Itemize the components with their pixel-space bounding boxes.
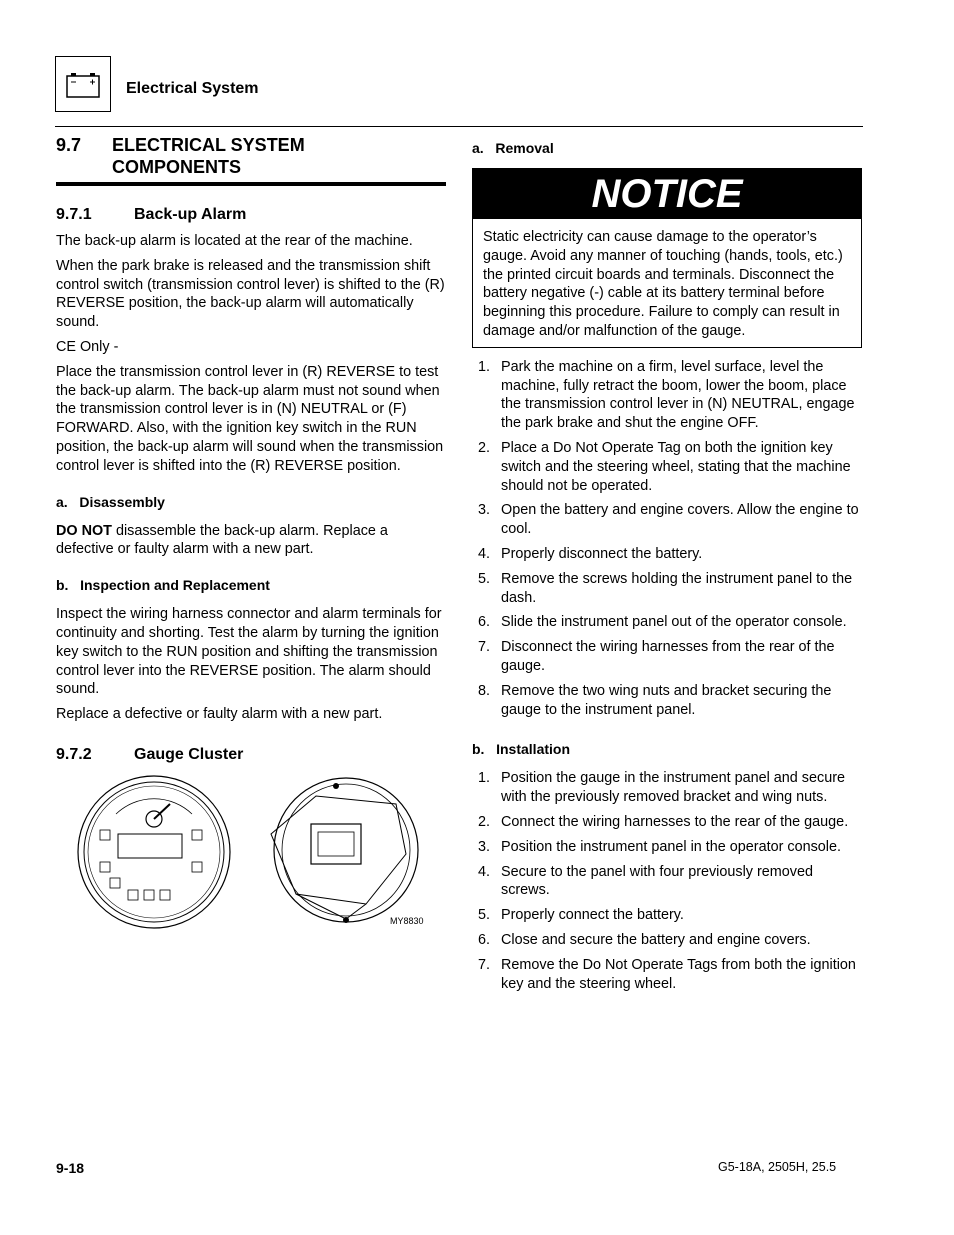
- step-text: Properly connect the battery.: [501, 907, 684, 924]
- step-number: 5.: [478, 570, 491, 587]
- left-column: [56, 134, 446, 944]
- step-number: 8.: [478, 682, 491, 699]
- paragraph: Replace a defective or faulty alarm with a new part.: [56, 706, 383, 723]
- step-number: 6.: [478, 931, 491, 948]
- list-item: [472, 638, 862, 676]
- step-number: 4.: [478, 863, 491, 880]
- gauge-cluster-figure: [56, 774, 446, 944]
- list-item: [472, 813, 862, 832]
- list-item: [472, 838, 862, 857]
- step-text: Place a Do Not Operate Tag on both the ignition key switch and the steering wheel, stating that the machine should not be operated.: [501, 439, 851, 494]
- list-item: [472, 906, 862, 925]
- figure-id: MY8830: [390, 915, 424, 926]
- step-text: Remove the screws holding the instrument panel to the dash.: [501, 570, 853, 606]
- step-number: 1.: [478, 770, 491, 787]
- step-text: Position the instrument panel in the operator console.: [501, 838, 841, 855]
- section-name: [112, 134, 305, 178]
- list-item: [472, 613, 862, 632]
- step-number: 4.: [478, 545, 491, 562]
- step-number: 7.: [478, 639, 491, 656]
- list-item: [472, 863, 862, 901]
- section-title: [56, 134, 446, 186]
- disassembly-text: disassemble the back-up alarm. Replace a defective or faulty alarm with a new part.: [56, 522, 388, 558]
- list-item: [472, 682, 862, 720]
- gauge-cluster-number: 9.7.2: [56, 745, 92, 763]
- gauge-front-illustration: [74, 774, 234, 934]
- paragraph: When the park brake is released and the transmission shift control switch (transmission control lever) is shifted to the (R) REVERSE position, the back-up alarm will automatically sound.: [56, 257, 445, 331]
- step-number: 2.: [478, 813, 491, 830]
- step-number: 6.: [478, 614, 491, 631]
- header-icon-box: [55, 56, 111, 112]
- step-number: 3.: [478, 502, 491, 519]
- step-text: Properly disconnect the battery.: [501, 545, 703, 562]
- paragraph: Inspect the wiring harness connector and alarm terminals for continuity and shorting. Test the alarm by turning the ignition key switch to the RUN position and shifting the transmission control lever into the REVERSE position. The alarm should sound.: [56, 606, 442, 698]
- notice-text: Static electricity can cause damage to the operator’s gauge. Avoid any manner of touching (hands, tools, etc.) the printed circuit boards and terminals. Disconnect the battery negative (-) cable at its battery terminal before beginning this procedure. Failure to comply can result in damage and/or malfunction of the gauge.: [483, 229, 843, 339]
- step-text: Disconnect the wiring harnesses from the rear of the gauge.: [501, 639, 835, 674]
- step-text: Remove the two wing nuts and bracket securing the gauge to the instrument panel.: [501, 682, 832, 718]
- step-text: Close and secure the battery and engine covers.: [501, 931, 811, 948]
- list-item: [472, 956, 862, 994]
- step-text: Slide the instrument panel out of the operator console.: [501, 614, 847, 631]
- page-number: 9-18: [56, 1160, 85, 1176]
- section-number: 9.7: [56, 135, 82, 155]
- notice-box: [472, 168, 862, 348]
- backup-alarm-number: 9.7.1: [56, 206, 92, 223]
- backup-alarm-heading: [56, 206, 446, 224]
- list-item: [472, 769, 862, 807]
- document-id: G5-18A, 2505H, 25.5: [718, 1160, 837, 1174]
- installation-steps-list: [472, 769, 862, 993]
- section-name-line1: ELECTRICAL SYSTEM: [112, 135, 305, 155]
- list-item: [472, 439, 862, 495]
- installation-heading: b. Installation: [472, 741, 571, 758]
- step-number: 7.: [478, 956, 491, 973]
- list-item: [472, 931, 862, 950]
- battery-icon: [56, 57, 110, 111]
- list-item: [472, 570, 862, 608]
- step-text: Position the gauge in the instrument panel and secure with the previously removed bracket and wing nuts.: [501, 770, 846, 806]
- step-number: 3.: [478, 838, 491, 855]
- notice-title: NOTICE: [473, 169, 861, 219]
- gauge-rear-illustration: [256, 774, 426, 934]
- right-column: [472, 138, 862, 999]
- header-rule: [55, 126, 863, 127]
- do-not-emphasis: DO NOT: [56, 522, 112, 539]
- header-title: Electrical System: [126, 80, 259, 97]
- list-item: [472, 501, 862, 539]
- inspection-heading: b. Inspection and Replacement: [56, 577, 270, 594]
- paragraph: CE Only -: [56, 338, 119, 355]
- list-item: [472, 545, 862, 564]
- paragraph: The back-up alarm is located at the rear of the machine.: [56, 233, 413, 249]
- gauge-cluster-heading: [56, 746, 446, 764]
- disassembly-heading: a. Disassembly: [56, 493, 165, 510]
- removal-heading: a. Removal: [472, 140, 554, 156]
- step-text: Remove the Do Not Operate Tags from both the ignition key and the steering wheel.: [501, 956, 856, 992]
- gauge-cluster-title: Gauge Cluster: [134, 745, 244, 763]
- step-text: Connect the wiring harnesses to the rear of the gauge.: [501, 813, 849, 830]
- paragraph: Place the transmission control lever in (R) REVERSE to test the back-up alarm. The back-up alarm must not sound when the transmission control lever is in (N) NEUTRAL or (F) FORWARD. Also, with the ignition key switch in the RUN position, the back-up alarm will sound when the transmission control lever is shifted into the (R) REVERSE position.: [56, 363, 444, 474]
- step-text: Secure to the panel with four previously removed screws.: [501, 863, 813, 899]
- disassembly-paragraph: [56, 522, 446, 560]
- step-number: 2.: [478, 439, 491, 456]
- step-number: 5.: [478, 907, 491, 924]
- backup-alarm-title: Back-up Alarm: [134, 206, 247, 223]
- section-name-line2: COMPONENTS: [112, 157, 242, 177]
- list-item: [472, 358, 862, 433]
- removal-steps-list: [472, 358, 862, 720]
- step-text: Park the machine on a firm, level surface, level the machine, fully retract the boom, lower the boom, place the transmission control lever in (N) NEUTRAL, engage the park brake and shut the engine OFF.: [501, 358, 855, 432]
- step-text: Open the battery and engine covers. Allow the engine to cool.: [501, 502, 859, 538]
- step-number: 1.: [478, 358, 491, 375]
